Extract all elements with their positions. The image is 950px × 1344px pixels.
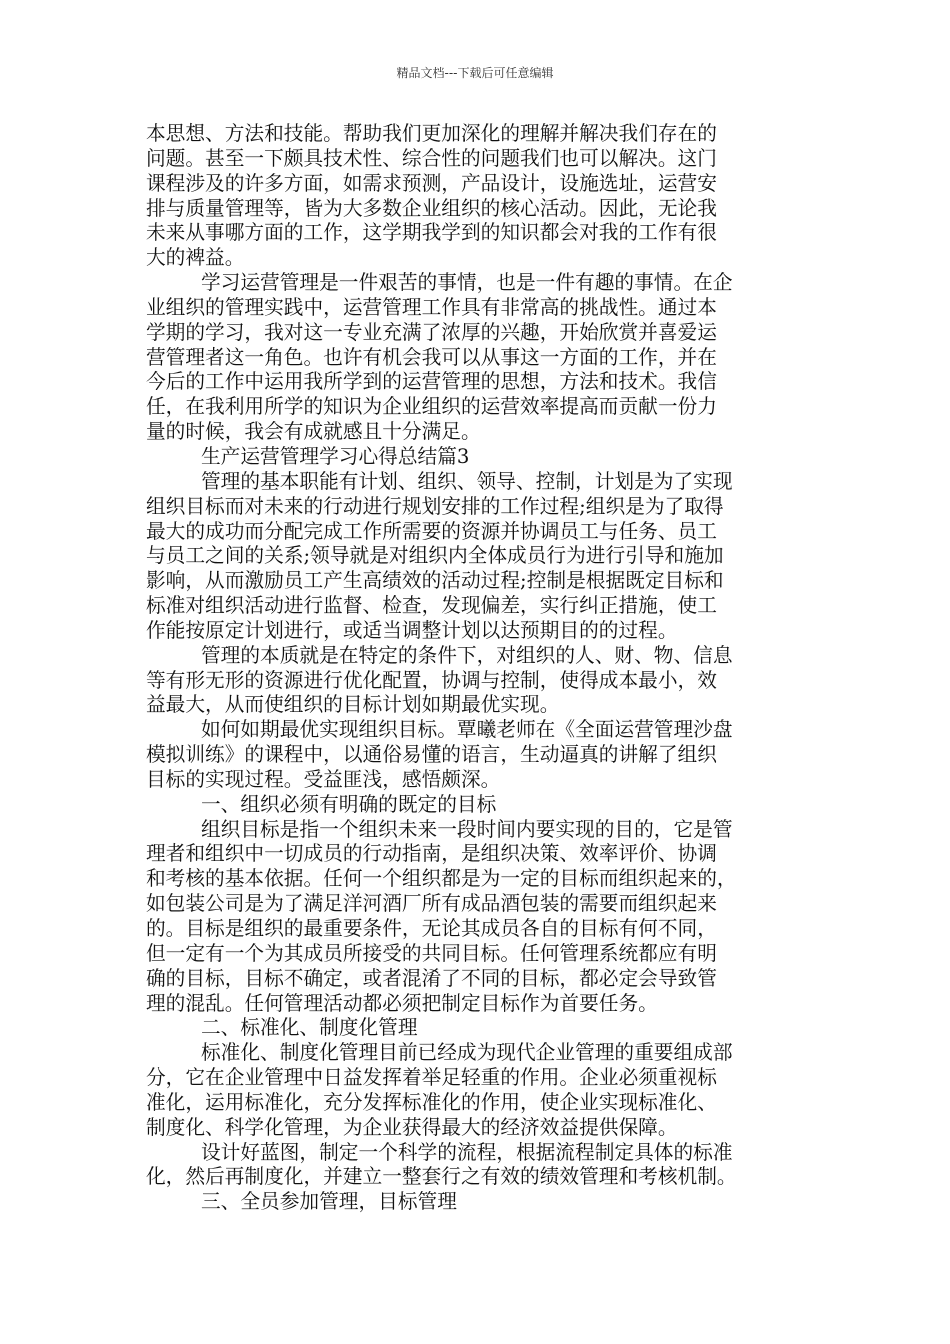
text-line: 设计好蓝图，制定一个科学的流程，根据流程制定具体的标准 [201, 1140, 733, 1164]
text-line: 标准对组织活动进行监督、检查，发现偏差，实行纠正措施，使工 [146, 594, 717, 618]
text-line: 未来从事哪方面的工作，这学期我学到的知识都会对我的工作有很 [146, 221, 717, 245]
text-line: 二、标准化、制度化管理 [201, 1016, 418, 1040]
text-line: 分，它在企业管理中日益发挥着举足轻重的作用。企业必须重视标 [146, 1066, 717, 1090]
text-line: 管理的本质就是在特定的条件下，对组织的人、财、物、信息 [201, 643, 733, 667]
text-line: 组织目标而对未来的行动进行规划安排的工作过程;组织是为了取得 [146, 494, 724, 518]
text-line: 生产运营管理学习心得总结篇3 [201, 444, 470, 468]
text-line: 模拟训练》的课程中，以通俗易懂的语言，生动逼真的讲解了组织 [146, 743, 717, 767]
text-line: 三、全员参加管理，目标管理 [201, 1190, 457, 1214]
text-line: 理的混乱。任何管理活动都必须把制定目标作为首要任务。 [146, 991, 658, 1015]
text-line: 但一定有一个为其成员所接受的共同目标。任何管理系统都应有明 [146, 941, 717, 965]
text-line: 标准化、制度化管理目前已经成为现代企业管理的重要组成部 [201, 1041, 733, 1065]
text-line: 准化，运用标准化，充分发挥标准化的作用，使企业实现标准化、 [146, 1090, 717, 1114]
text-line: 营管理者这一角色。也许有机会我可以从事这一方面的工作，并在 [146, 345, 717, 369]
text-line: 确的目标，目标不确定，或者混淆了不同的目标，都必定会导致管 [146, 966, 717, 990]
text-line: 理者和组织中一切成员的行动指南，是组织决策、效率评价、协调 [146, 842, 717, 866]
document-body [146, 122, 811, 1215]
text-line: 任，在我利用所学的知识为企业组织的运营效率提高而贡献一份力 [146, 395, 717, 419]
text-line: 一、组织必须有明确的既定的目标 [201, 792, 497, 816]
text-line: 本思想、方法和技能。帮助我们更加深化的理解并解决我们存在的 [146, 122, 717, 145]
text-line: 最大的成功而分配完成工作所需要的资源并协调员工与任务、员工 [146, 519, 717, 543]
text-line: 的。目标是组织的最重要条件，无论其成员各自的目标有何不同， [146, 917, 717, 940]
text-line: 制度化、科学化管理，为企业获得最大的经济效益提供保障。 [146, 1115, 678, 1139]
text-line: 业组织的管理实践中，运营管理工作具有非常高的挑战性。通过本 [146, 295, 717, 319]
text-line: 大的裨益。 [146, 246, 245, 270]
text-line: 问题。甚至一下颇具技术性、综合性的问题我们也可以解决。这门 [146, 146, 717, 170]
text-line: 如包装公司是为了满足洋河酒厂所有成品酒包装的需要而组织起来 [146, 892, 717, 916]
text-line: 作能按原定计划进行，或适当调整计划以达预期目的的过程。 [146, 618, 678, 642]
text-line: 排与质量管理等，皆为大多数企业组织的核心活动。因此，无论我 [146, 196, 717, 220]
text-line: 化，然后再制度化，并建立一整套行之有效的绩效管理和考核机制。 [146, 1165, 737, 1189]
text-line: 等有形无形的资源进行优化配置，协调与控制，使得成本最小，效 [146, 668, 717, 692]
text-line: 影响，从而激励员工产生高绩效的活动过程;控制是根据既定目标和 [146, 569, 724, 593]
text-line: 学习运营管理是一件艰苦的事情，也是一件有趣的事情。在企 [201, 271, 733, 295]
text-line: 量的时候，我会有成就感且十分满足。 [146, 420, 481, 444]
text-line: 组织目标是指一个组织未来一段时间内要实现的目的，它是管 [201, 817, 733, 841]
page-header: 精品文档---下载后可任意编辑 [396, 66, 554, 80]
text-line: 如何如期最优实现组织目标。覃曦老师在《全面运营管理沙盘 [201, 718, 733, 742]
text-line: 课程涉及的许多方面，如需求预测，产品设计，设施选址，运营安 [146, 171, 717, 195]
text-line: 益最大，从而使组织的目标计划如期最优实现。 [146, 693, 560, 717]
text-line: 目标的实现过程。受益匪浅，感悟颇深。 [146, 767, 501, 791]
text-line: 和考核的基本依据。任何一个组织都是为一定的目标而组织起来的， [146, 867, 737, 891]
text-line: 今后的工作中运用我所学到的运营管理的思想，方法和技术。我信 [146, 370, 717, 394]
text-line: 管理的基本职能有计划、组织、领导、控制，计划是为了实现 [201, 469, 733, 493]
text-line: 与员工之间的关系;领导就是对组织内全体成员行为进行引导和施加 [146, 544, 724, 568]
text-line: 学期的学习，我对这一专业充满了浓厚的兴趣，开始欣赏并喜爱运 [146, 320, 717, 344]
